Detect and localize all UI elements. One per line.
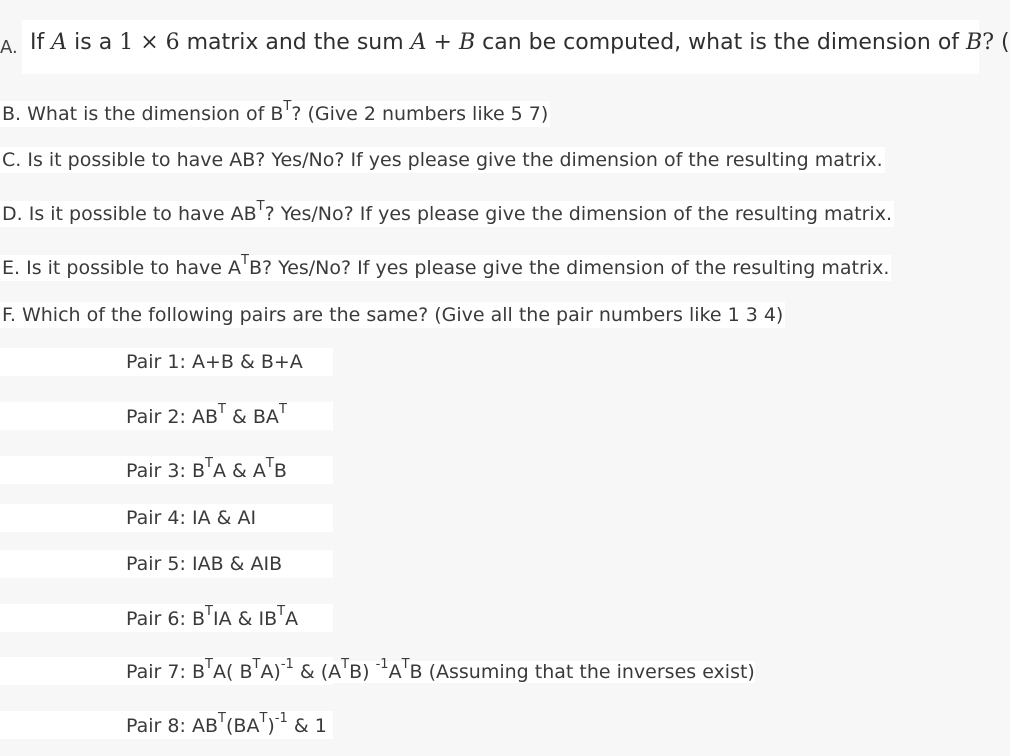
- question-a-prefix: A.: [0, 37, 18, 58]
- question-b: B. What is the dimension of $B^T$? (Give 2 numbers like 5 7): [2, 99, 549, 126]
- pair-1: Pair 1: A+B & B+A: [126, 351, 303, 373]
- pair-3: Pair 3: $B^TA$ & $A^TB$: [126, 456, 287, 483]
- question-d: D. Is it possible to have $AB^T$? Yes/No? If yes please give the dimension of the resulting matrix.: [2, 199, 892, 226]
- pair-5: Pair 5: IAB & AIB: [126, 553, 283, 575]
- question-a-text: If A is a 1 × 6 matrix and the sum A + B can be computed, what is the dimension of B? (: [30, 30, 1010, 55]
- question-e: E. Is it possible to have $A^TB$? Yes/No? If yes please give the dimension of the resulting matrix.: [2, 253, 890, 280]
- question-f: F. Which of the following pairs are the same? (Give all the pair numbers like 1 3 4): [2, 304, 784, 326]
- pair-8: Pair 8: $AB^T(BA^T)^{-1}$ & 1: [126, 711, 327, 738]
- question-a-box: [22, 20, 1010, 74]
- pair-6: Pair 6: $B^TIA$ & $IB^TA$: [126, 604, 299, 631]
- question-c: C. Is it possible to have AB? Yes/No? If yes please give the dimension of the resulting matrix.: [2, 149, 883, 171]
- pair-2: Pair 2: $AB^T$ & $BA^T$: [126, 402, 287, 429]
- pair-4: Pair 4: IA & AI: [126, 507, 257, 529]
- pair-7: Pair 7: $B^TA$( $B^TA)^{-1}$ & $(A^TB)$ $^{-1}A^TB$ (Assuming that the inverses exist): [126, 657, 755, 684]
